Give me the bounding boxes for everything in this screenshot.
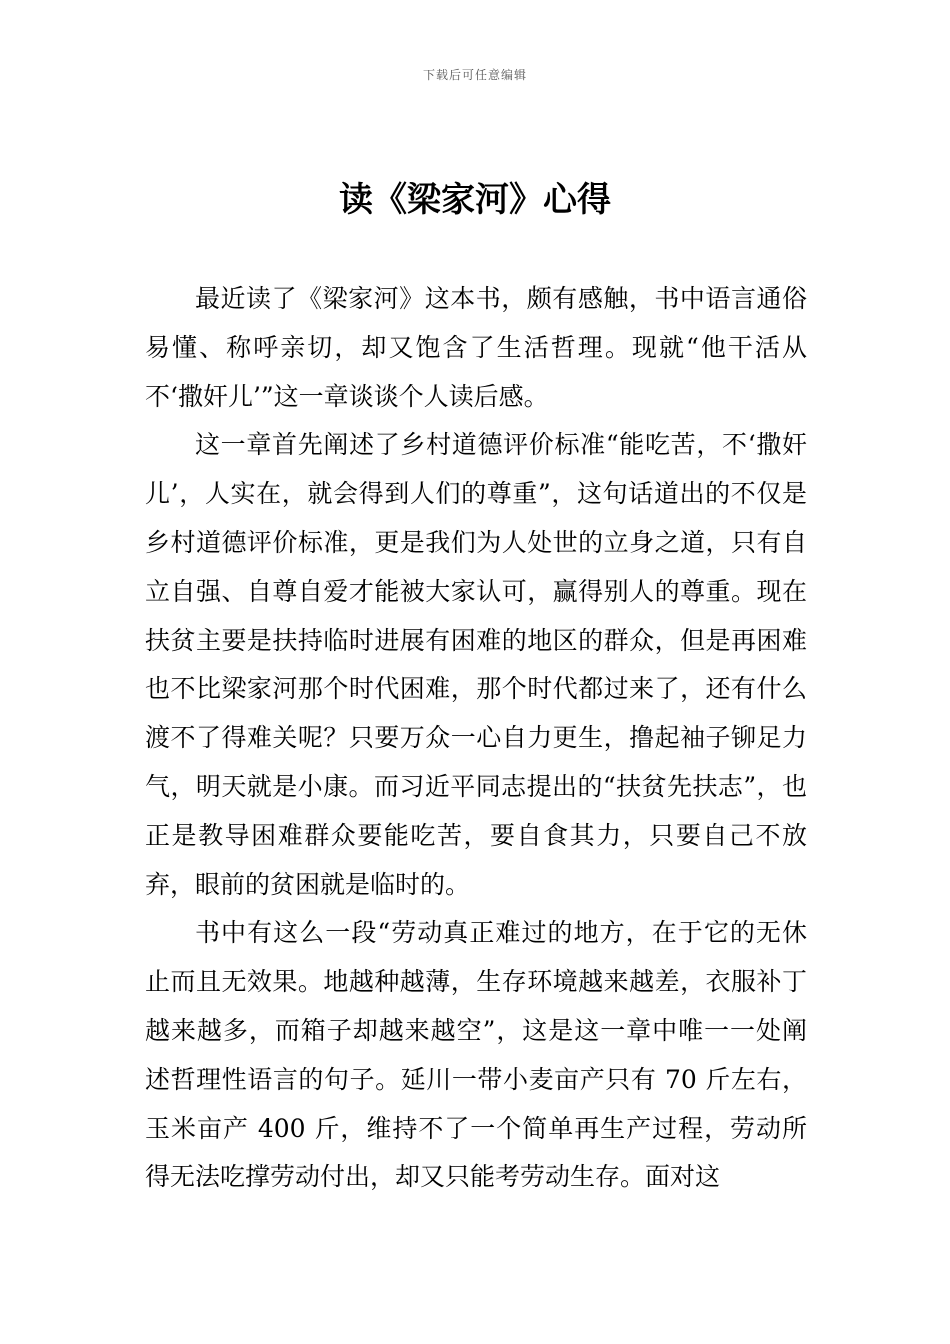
header-note: 下载后可任意编辑 [422,68,527,82]
document-body [145,275,807,1202]
paragraph: 最近读了《梁家河》这本书，颇有感触，书中语言通俗易懂、称呼亲切，却又饱含了生活哲理。现就“他干活从不‘撒奸儿’”这一章谈谈个人读后感。 [145,284,807,411]
document-title: 读《梁家河》心得 [339,180,611,220]
paragraph: 书中有这么一段“劳动真正难过的地方，在于它的无休止而且无效果。地越种越薄，生存环境越来越差，衣服补丁越来越多，而箱子却越来越空”，这是这一章中唯一一处阐述哲理性语言的句子。延川一带小麦亩产只有 70 斤左右，玉米亩产 400 斤，维持不了一个简单再生产过程，劳动所得无法吃撑劳动付出，却又只能考劳动生存。面对这 [145,918,807,1192]
paragraph: 这一章首先阐述了乡村道德评价标准“能吃苦，不‘撒奸儿’，人实在，就会得到人们的尊重”，这句话道出的不仅是乡村道德评价标准，更是我们为人处世的立身之道，只有自立自强、自尊自爱才能被大家认可，赢得别人的尊重。现在扶贫主要是扶持临时进展有困难的地区的群众，但是再困难也不比梁家河那个时代困难，那个时代都过来了，还有什么渡不了得难关呢？只要万众一心自力更生，撸起袖子铆足力气，明天就是小康。而习近平同志提出的“扶贫先扶志”，也正是教导困难群众要能吃苦，要自食其力，只要自己不放弃，眼前的贫困就是临时的。 [145,430,807,899]
